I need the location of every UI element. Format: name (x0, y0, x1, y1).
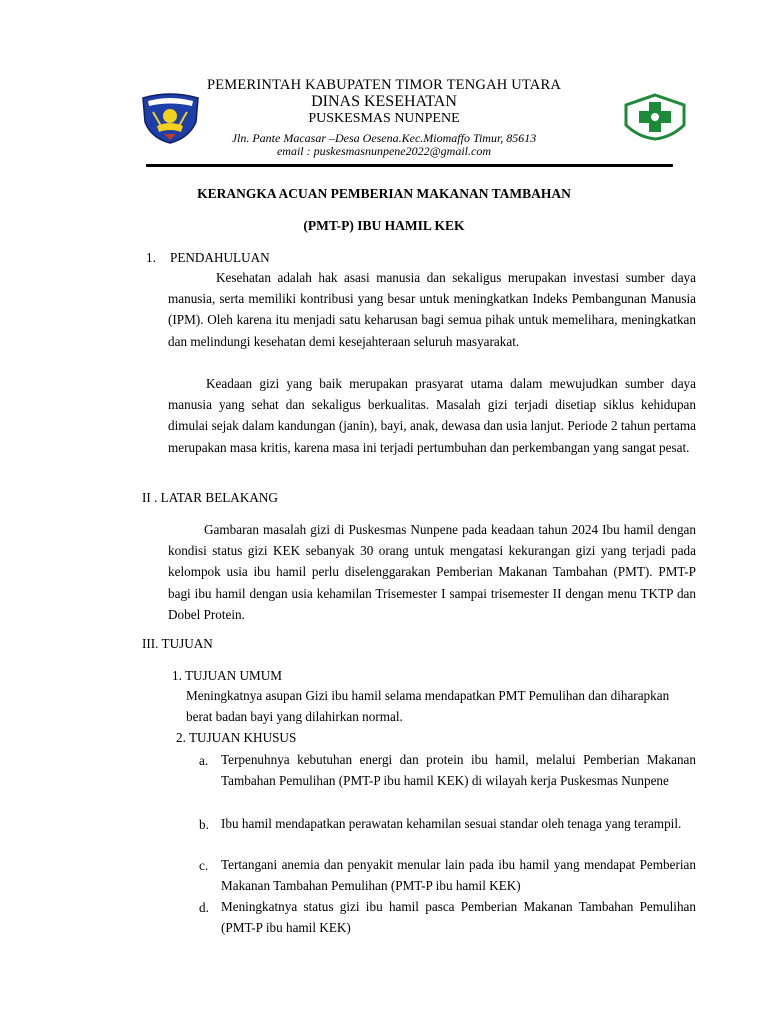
list-item-d-text: Meningkatnya status gizi ibu hamil pasca Pemberian Makanan Tambahan Pemulihan (PMT-P ibu hamil KEK) (221, 899, 696, 936)
letterhead-institution: PUSKESMAS NUNPENE (308, 111, 460, 126)
letterhead-email: email : puskesmasnunpene2022@gmail.com (276, 144, 491, 158)
section-2-paragraph: Gambaran masalah gizi di Puskesmas Nunpene pada keadaan tahun 2024 Ibu hamil dengan kondisi status gizi KEK sebanyak 30 orang untuk mengatasi kekurangan gizi yang terjadi pada kelompok usia ibu hamil perlu diselenggarakan Pemberian Makanan Tambahan (PMT). PMT-P bagi ibu hamil dengan usia kehamilan Trisemester I sampai trisemester II dengan menu TKTP dan Dobel Protein. (168, 522, 696, 622)
tujuan-umum-heading: 1. TUJUAN UMUM (172, 668, 283, 683)
tujuan-khusus-heading: 2. TUJUAN KHUSUS (176, 730, 297, 745)
document-title: KERANGKA ACUAN PEMBERIAN MAKANAN TAMBAHAN (197, 186, 571, 201)
section-1-paragraph-2: Keadaan gizi yang baik merupakan prasyarat utama dalam mewujudkan sumber daya manusia yang sehat dan sekaligus berkualitas. Masalah gizi terjadi disetiap siklus kehidupan dimulai sejak dalam kandungan (janin), bayi, anak, dewasa dan usia lanjut. Periode 2 tahun pertama merupakan masa kritis, karena masa ini terjadi pertumbuhan dan perkembangan yang sangat pesat. (168, 376, 696, 455)
section-3-heading: III. TUJUAN (142, 636, 213, 651)
list-item-c-text: Tertangani anemia dan penyakit menular lain pada ibu hamil yang mendapat Pemberian Makanan Tambahan Pemulihan (PMT-P ibu hamil KEK) (221, 857, 696, 894)
letterhead-government: PEMERINTAH KABUPATEN TIMOR TENGAH UTARA (206, 77, 562, 93)
list-item-d-letter: d. (199, 900, 209, 915)
list-item-b-text: Ibu hamil mendapatkan perawatan kehamilan sesuai standar oleh tenaga yang terampil. (221, 816, 682, 831)
tujuan-umum-text: Meningkatnya asupan Gizi ibu hamil selama mendapatkan PMT Pemulihan dan diharapkan berat badan bayi yang dilahirkan normal. (186, 688, 670, 725)
letterhead-address: Jln. Pante Macasar –Desa Oesena.Kec.Miomaffo Timur, 85613 (231, 131, 537, 145)
list-item-a-text: Terpenuhnya kebutuhan energi dan protein ibu hamil, melalui Pemberian Makanan Tambahan Pemulihan (PMT-P ibu hamil KEK) di wilayah kerja Puskesmas Nunpene (221, 752, 696, 789)
document-subtitle: (PMT-P) IBU HAMIL KEK (303, 218, 465, 233)
list-item-a-letter: a. (199, 753, 209, 768)
letterhead-agency: DINAS KESEHATAN (311, 93, 457, 110)
section-1-paragraph-1: Kesehatan adalah hak asasi manusia dan sekaligus merupakan investasi sumber daya manusia, serta memiliki kontribusi yang besar untuk meningkatkan Indeks Pembangunan Manusia (IPM). Oleh karena itu menjadi satu keharusan bagi semua pihak untuk memelihara, meningkatkan dan melindungi kesehatan demi kesejahteraan seluruh masyarakat. (168, 270, 696, 349)
health-cross-icon (622, 93, 688, 141)
letterhead-divider (146, 164, 673, 167)
section-2-heading: II . LATAR BELAKANG (142, 490, 278, 505)
list-item-c-letter: c. (199, 858, 209, 873)
section-1-number: 1. (146, 250, 156, 265)
section-1-heading: PENDAHULUAN (170, 250, 270, 265)
list-item-b-letter: b. (199, 817, 209, 832)
